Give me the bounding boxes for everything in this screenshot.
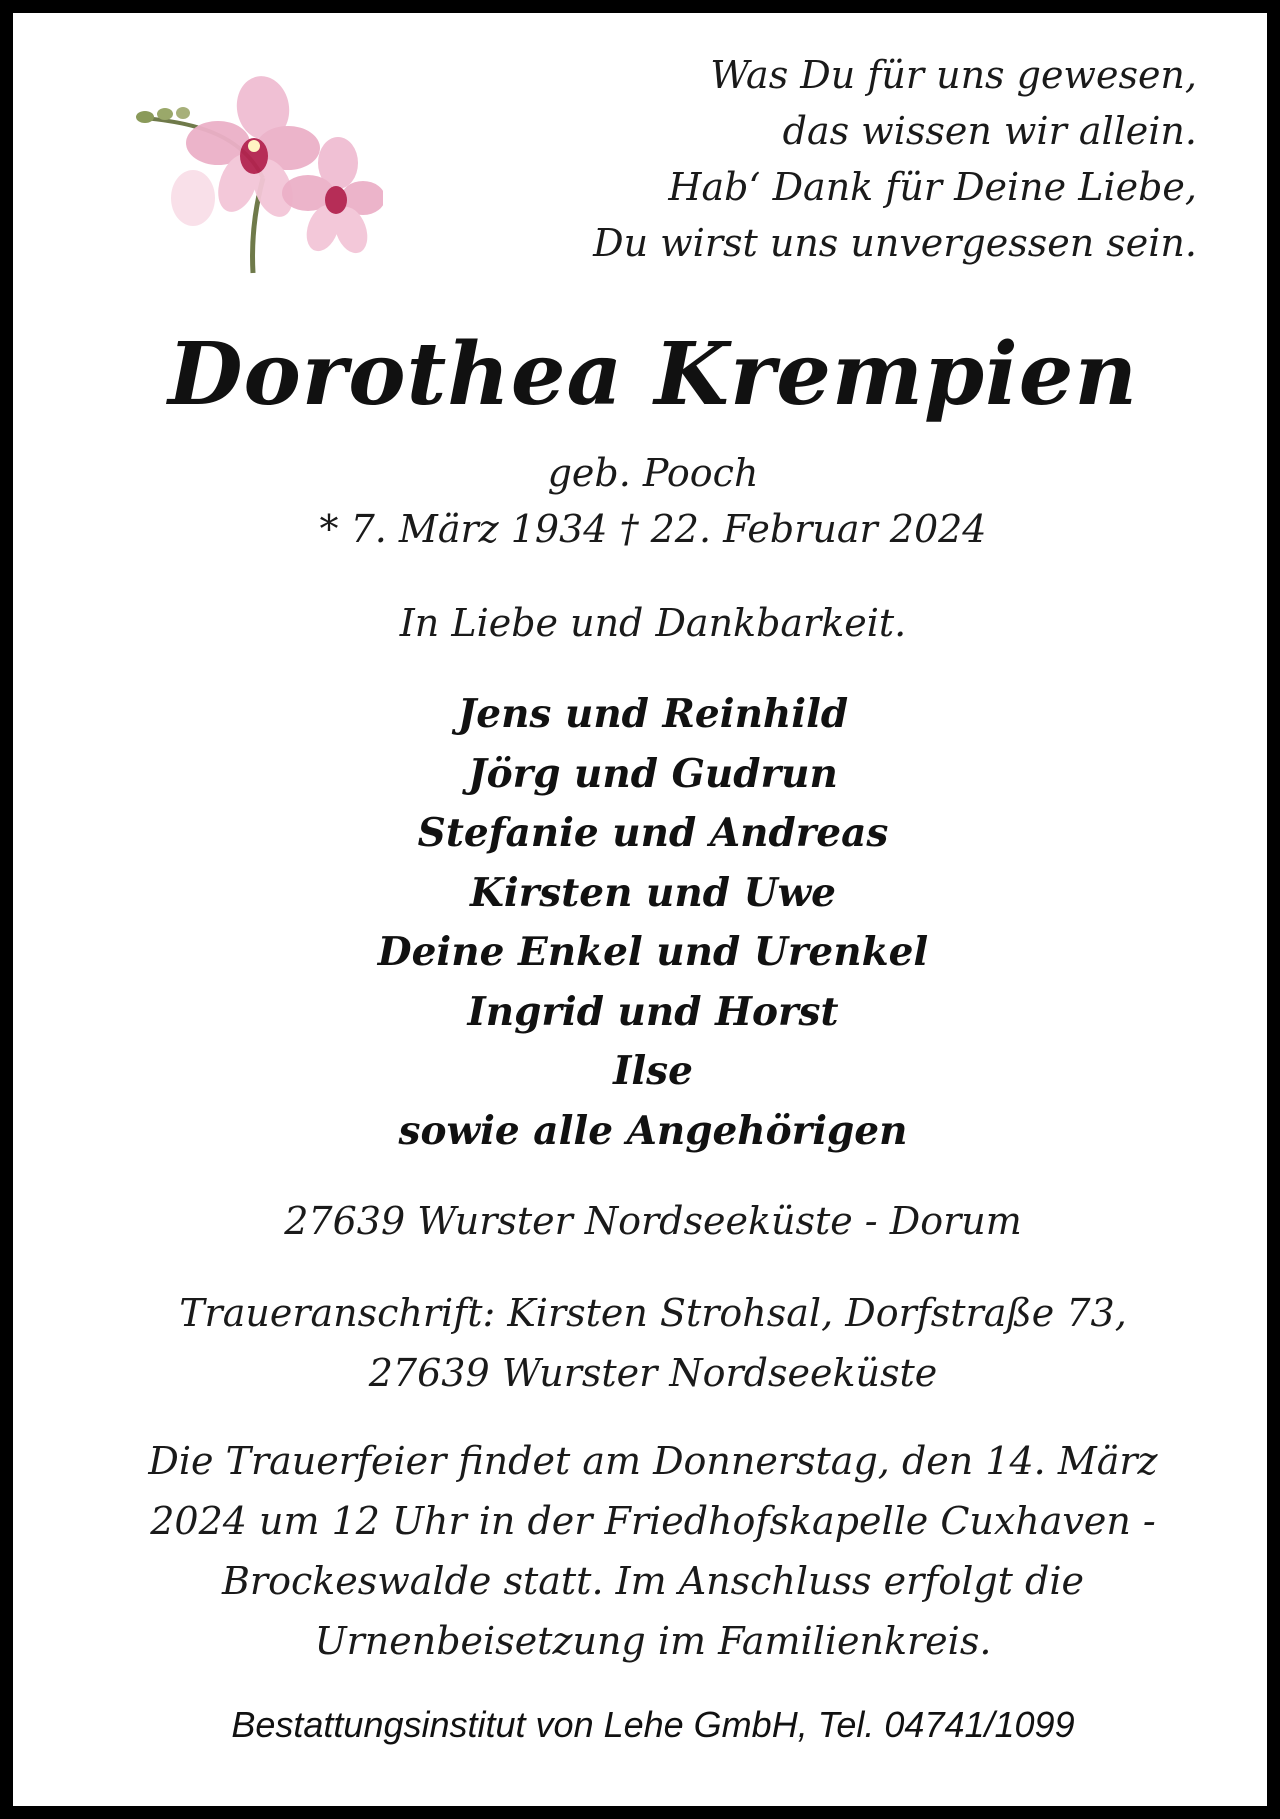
mourning-address (13, 1283, 1280, 1403)
verse-line: das wissen wir allein. (782, 109, 1197, 153)
verse-line: Was Du für uns gewesen, (710, 53, 1197, 97)
address-line: 27639 Wurster Nordseeküste (368, 1351, 938, 1395)
deceased-name: Dorothea Krempien (167, 324, 1139, 425)
verse-line: Hab‘ Dank für Deine Liebe, (668, 165, 1197, 209)
mourner-entry: Deine Enkel und Urenkel (377, 929, 929, 975)
address-line: Traueranschrift: Kirsten Strohsal, Dorfstraße 73, (179, 1291, 1127, 1335)
mourner-entry: sowie alle Angehörigen (398, 1107, 908, 1154)
ceremony-line: Urnenbeisetzung im Familienkreis. (314, 1619, 992, 1663)
mourner-entry: Kirsten und Uwe (470, 869, 836, 916)
mourner-entry: Stefanie und Andreas (417, 810, 889, 856)
ceremony-notice (13, 1431, 1280, 1671)
mourner-entry: Jens und Reinhild (457, 691, 849, 737)
ceremony-line: 2024 um 12 Uhr in der Friedhofskapelle Cuxhaven - (150, 1499, 1156, 1543)
memorial-verse (593, 47, 1197, 271)
place-line: 27639 Wurster Nordseeküste - Dorum (284, 1199, 1022, 1243)
life-dates: * 7. März 1934 † 22. Februar 2024 (319, 507, 987, 551)
mourners-list (13, 685, 1280, 1161)
maiden-name: geb. Pooch (547, 451, 759, 495)
mourner-entry: Jörg und Gudrun (468, 750, 838, 797)
verse-line: Du wirst uns unvergessen sein. (593, 221, 1197, 265)
mourner-entry: Ilse (613, 1048, 693, 1094)
gratitude-line: In Liebe und Dankbarkeit. (399, 601, 907, 645)
funeral-home-line: Bestattungsinstitut von Lehe GmbH, Tel. 04741/1099 (231, 1704, 1075, 1745)
ceremony-line: Die Trauerfeier findet am Donnerstag, den 14. März (148, 1439, 1158, 1483)
orchid-flower-icon (123, 68, 383, 278)
ceremony-line: Brockeswalde statt. Im Anschluss erfolgt die (221, 1559, 1084, 1603)
mourner-entry: Ingrid und Horst (467, 988, 839, 1035)
